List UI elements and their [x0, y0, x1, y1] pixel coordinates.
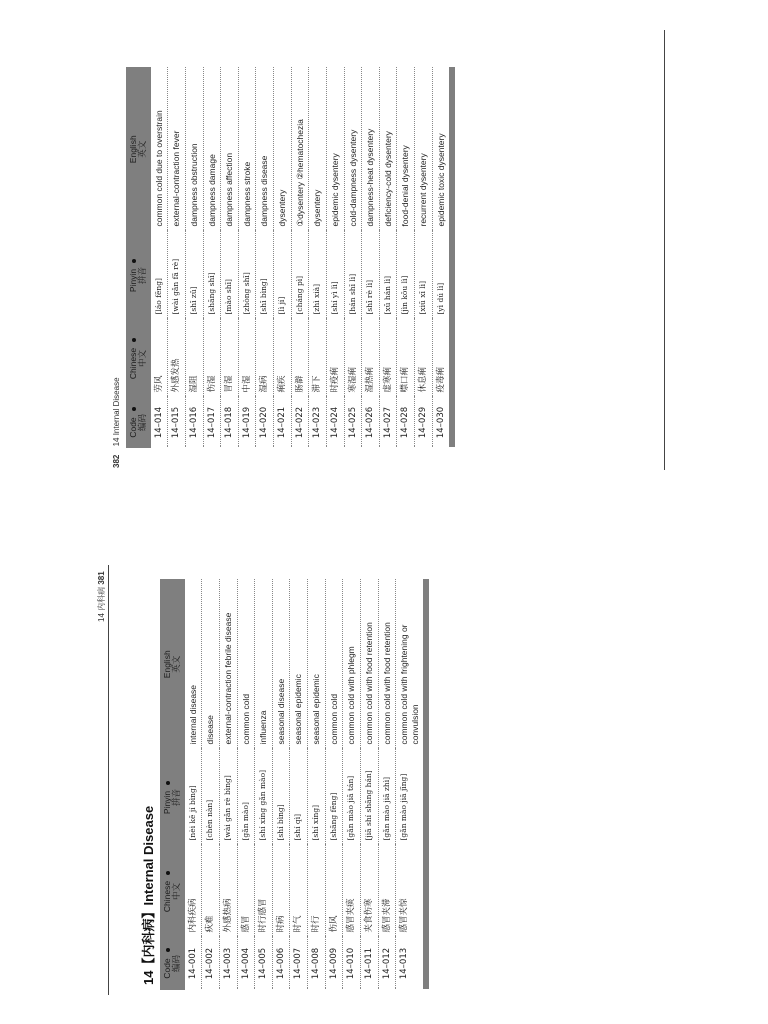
bullet-dot-icon	[132, 407, 136, 411]
table-row: 14–005 时行感冒 [shí xíng gǎn mào] influenza	[255, 580, 273, 990]
table-row: 14–010 感冒夹痰 [gǎn mào jiā tán] common cold with phlegm	[343, 580, 361, 990]
table-row: 14–004 感冒 [gǎn mào] common cold	[237, 580, 255, 990]
table-row: 14–017 伤湿 [shāng shī] dampness damage	[203, 68, 221, 448]
right-table-wrapper	[126, 68, 455, 449]
left-table-header-row	[160, 580, 185, 990]
table-row: 14–014 劳风 [láo fēng] common cold due to overstrain	[151, 68, 168, 448]
table-row: 14–007 时气 [shí qì] seasonal epidemic	[290, 580, 308, 990]
left-header-chinese: Chinese 中文	[160, 846, 185, 938]
right-running-header-chapter: 14 Internal Disease	[112, 377, 121, 447]
right-page-border	[664, 30, 665, 470]
left-page-border	[108, 565, 109, 995]
table-row: 14–018 冒湿 [mào shī] dampness affection	[221, 68, 239, 448]
left-running-header	[96, 565, 107, 622]
left-header-code: Code 编码	[160, 938, 185, 990]
bullet-dot-icon	[132, 338, 136, 342]
left-table-footer-bar	[423, 580, 429, 990]
table-row: 14–021 痢疾 [lì jí] dysentery	[274, 68, 292, 448]
right-running-header	[112, 377, 121, 468]
table-row: 14–012 感冒夹滞 [gǎn mào jiā zhì] common cold with food retention	[378, 580, 396, 990]
table-row: 14–002 疢难 [chèn nàn] disease	[202, 580, 220, 990]
right-header-pinyin: Pinyin 拼音	[126, 232, 151, 320]
bullet-dot-icon	[166, 948, 170, 952]
table-row: 14–029 休息痢 [xiū xī lì] recurrent dysentery	[415, 68, 433, 448]
right-term-table	[126, 68, 455, 449]
left-header-english: English 英文	[160, 580, 185, 750]
left-running-header-chapter: 14 内科病	[97, 586, 106, 622]
table-row: 14–009 伤风 [shāng fēng] common cold	[325, 580, 343, 990]
table-row: 14–016 湿阻 [shī zǔ] dampness obstruction	[185, 68, 203, 448]
right-running-header-page: 382	[112, 454, 121, 468]
table-row: 14–030 疫毒痢 [yì dú lì] epidemic toxic dysentery	[435, 133, 446, 439]
left-table-wrapper	[160, 580, 429, 991]
right-header-chinese: Chinese 中文	[126, 320, 151, 398]
table-row: 14–015 外感发热 [wài gǎn fā rè] external-contraction fever	[168, 68, 186, 448]
table-row: 14–023 滞下 [zhì xià] dysentery	[309, 68, 327, 448]
table-row: 14–026 湿热痢 [shī rè lì] dampness-heat dysentery	[362, 68, 380, 448]
table-row: 14–025 寒湿痢 [hán shī lì] cold-dampness dysentery	[344, 68, 362, 448]
bullet-dot-icon	[132, 259, 136, 263]
table-row: 14–006 时病 [shí bìng] seasonal disease	[272, 580, 290, 990]
table-row: 14–013 感冒夹惊 [gǎn mào jiā jīng] common cold with frightening or convulsion	[399, 624, 420, 980]
table-row: 14–028 噤口痢 [jìn kǒu lì] food-denial dysentery	[397, 68, 415, 448]
table-row: 14–022 肠澼 [cháng pì] ①dysentery ②hematochezia	[291, 68, 309, 448]
left-header-pinyin: Pinyin 拼音	[160, 750, 185, 846]
table-row: 14–024 时疫痢 [shí yì lì] epidemic dysentery	[326, 68, 344, 448]
chapter-title: 14【内科病】Internal Disease	[141, 805, 156, 985]
right-header-english: English 英文	[126, 68, 151, 232]
right-table-footer-bar	[449, 68, 455, 448]
bullet-dot-icon	[166, 781, 170, 785]
left-running-header-page: 381	[97, 571, 106, 585]
right-table-header-row	[126, 68, 151, 448]
table-row: 14–011 夹食伤寒 [jiā shí shāng hán] common cold with food retention	[360, 580, 378, 990]
table-row: 14–003 外感热病 [wài gǎn rè bìng] external-contraction febrile disease	[219, 580, 237, 990]
right-header-code: Code 编码	[126, 398, 151, 448]
bullet-dot-icon	[166, 871, 170, 875]
table-row: 14–020 湿病 [shī bìng] dampness disease	[256, 68, 274, 448]
left-term-table	[160, 580, 429, 991]
table-row: 14–019 中湿 [zhòng shī] dampness stroke	[238, 68, 256, 448]
table-row: 14–001 内科疾病 [nèi kē jí bìng] internal disease	[185, 580, 202, 990]
table-row: 14–008 时行 [shí xíng] seasonal epidemic	[308, 580, 326, 990]
table-row: 14–027 虚寒痢 [xū hán lì] deficiency-cold dysentery	[379, 68, 397, 448]
